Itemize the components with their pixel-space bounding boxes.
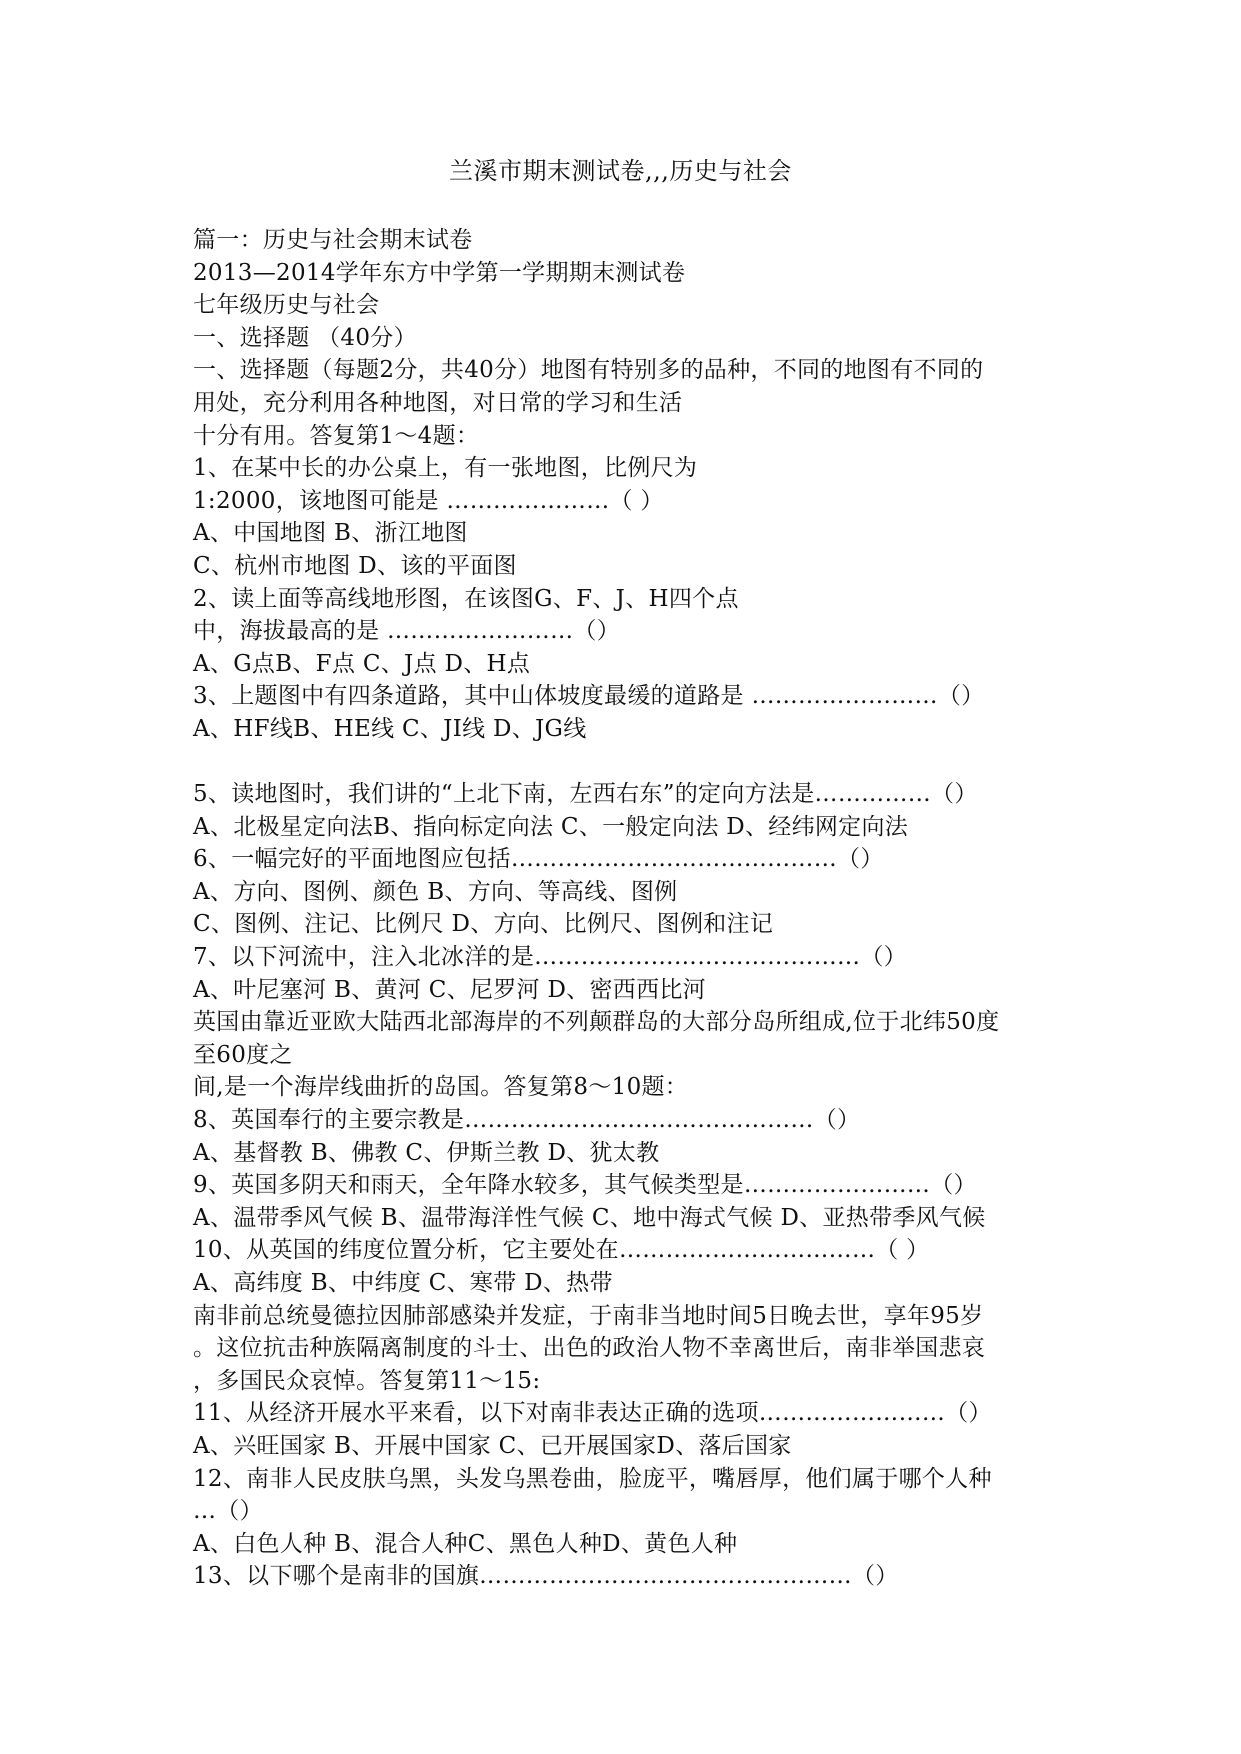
text-line: 8、英国奉行的主要宗教是………………………………………（） (193, 1107, 861, 1134)
text-line: A、中国地图 B、浙江地图 (193, 520, 468, 547)
text-line: 3、上题图中有四条道路，其中山体坡度最缓的道路是 ……………………（） (193, 683, 985, 710)
text-line: 英国由靠近亚欧大陆西北部海岸的不列颠群岛的大部分岛所组成,位于北纬50度 (193, 1009, 1000, 1036)
text-line: A、北极星定向法B、指向标定向法 C、一般定向法 D、经纬网定向法 (193, 813, 909, 840)
text-line: A、基督教 B、佛教 C、伊斯兰教 D、犹太教 (193, 1139, 660, 1166)
text-line: 13、以下哪个是南非的国旗…………………………………………（） (193, 1563, 899, 1590)
text-line: 七年级历史与社会 (193, 292, 380, 319)
text-line: 2013—2014学年东方中学第一学期期末测试卷 (193, 259, 686, 286)
text-line: 中，海拔最高的是 ……………………（） (193, 618, 621, 645)
text-line: 10、从英国的纬度位置分析，它主要处在……………………………（ ） (193, 1237, 930, 1264)
text-line: 。这位抗击种族隔离制度的斗士、出色的政治人物不幸离世后，南非举国悲哀 (193, 1335, 986, 1362)
text-line: A、兴旺国家 B、开展中国家 C、已开展国家D、落后国家 (193, 1432, 792, 1459)
text-line: 2、读上面等高线地形图，在该图G、F、J、H四个点 (193, 585, 739, 612)
text-line (193, 746, 1073, 779)
text-line: 9、英国多阴天和雨天，全年降水较多，其气候类型是……………………（） (193, 1172, 977, 1199)
text-line: C、杭州市地图 D、该的平面图 (193, 552, 517, 579)
text-line: C、图例、注记、比例尺 D、方向、比例尺、图例和注记 (193, 911, 774, 938)
text-line: A、叶尼塞河 B、黄河 C、尼罗河 D、密西西比河 (193, 976, 706, 1003)
text-line: 十分有用。答复第1～4题： (193, 422, 480, 449)
text-line: A、高纬度 B、中纬度 C、寒带 D、热带 (193, 1270, 613, 1296)
text-line: A、G点B、F点 C、J点 D、H点 (193, 650, 531, 677)
text-line: 12、南非人民皮肤乌黑，头发乌黑卷曲，脸庞平，嘴唇厚，他们属于哪个人种 (193, 1465, 992, 1492)
text-line: A、白色人种 B、混合人种C、黑色人种D、黄色人种 (193, 1530, 738, 1557)
text-line: 篇一：历史与社会期末试卷 (193, 227, 473, 253)
text-line: 南非前总统曼德拉因肺部感染并发症，于南非当地时间5日晚去世，享年95岁 (193, 1302, 984, 1329)
text-line: …（） (193, 1498, 263, 1525)
text-line: 5、读地图时，我们讲的“上北下南，左西右东”的定向方法是……………（） (193, 781, 978, 808)
text-line: 7、以下河流中，注入北冰洋的是……………………………………（） (193, 944, 907, 971)
text-line: A、方向、图例、颜色 B、方向、等高线、图例 (193, 878, 678, 905)
text-line: A、HF线B、HE线 C、JI线 D、JG线 (193, 715, 587, 742)
text-line: 至60度之 (193, 1041, 293, 1068)
text-line: A、温带季风气候 B、温带海洋性气候 C、地中海式气候 D、亚热带季风气候 (193, 1204, 986, 1231)
text-line: 一、选择题（每题2分，共40分）地图有特别多的品种，不同的地图有不同的 (193, 357, 984, 384)
document-title: 兰溪市期末测试卷,,,历史与社会 (449, 157, 792, 185)
text-line: 间,是一个海岸线曲折的岛国。答复第8～10题： (193, 1074, 689, 1101)
text-line: 1、在某中长的办公桌上，有一张地图，比例尺为 (193, 455, 698, 482)
document-body (193, 224, 1073, 1593)
text-line: 6、一幅完好的平面地图应包括……………………………………（） (193, 846, 884, 873)
text-line: 11、从经济开展水平来看，以下对南非表达正确的选项……………………（） (193, 1400, 992, 1427)
text-line: 1:2000，该地图可能是 …………………（ ） (193, 487, 664, 514)
text-line: ，多国民众哀悼。答复第11～15: (193, 1367, 541, 1394)
text-line: 用处，充分利用各种地图，对日常的学习和生活 (193, 389, 683, 416)
text-line: 一、选择题 （40分） (193, 324, 417, 351)
